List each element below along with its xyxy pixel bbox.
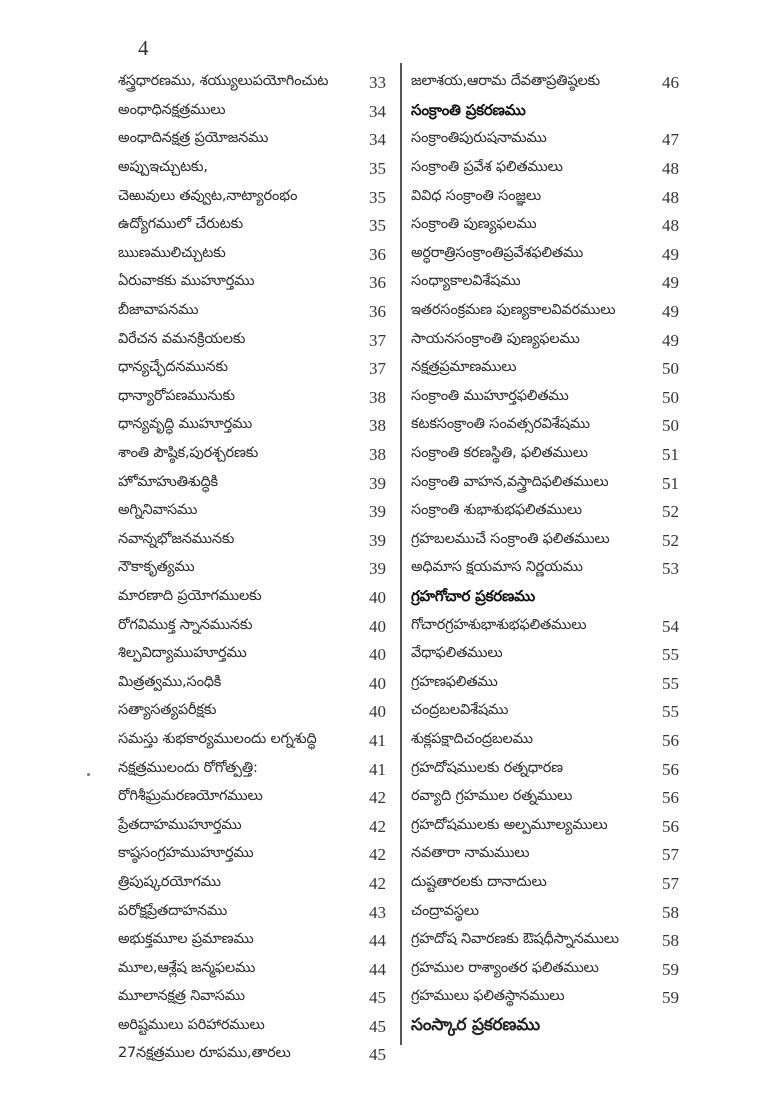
toc-entry	[118, 355, 386, 384]
toc-entry-title: ధాన్యవృద్ధి ముహూర్తము	[118, 416, 253, 433]
toc-entry-title: గోచారగ్రహశుభాశుభఫలితములు	[411, 616, 587, 633]
toc-entry-title: నక్షత్రములందు రోగోత్పత్తి:	[118, 759, 258, 776]
toc-entry-page-number: 39	[369, 530, 386, 550]
toc-entry-page-number: 35	[369, 187, 386, 207]
toc-entry	[411, 784, 679, 813]
toc-entry	[118, 469, 386, 498]
toc-entry	[118, 498, 386, 527]
toc-entry	[118, 1041, 386, 1070]
toc-entry-title: అధిమాస క్షయమాస నిర్ణయము	[411, 559, 583, 576]
toc-entry	[411, 669, 679, 698]
toc-entry-title: శస్త్రధారణము, శయ్యులుపయోగించుట	[118, 73, 329, 90]
toc-entry-page-number: 39	[369, 473, 386, 493]
toc-entry	[118, 984, 386, 1013]
toc-entry-page-number: 51	[662, 473, 679, 493]
toc-entry-page-number: 49	[662, 244, 679, 264]
toc-entry-page-number: 52	[662, 502, 679, 522]
section-heading	[411, 98, 679, 127]
toc-entry-title: అప్పుఇచ్చుటకు,	[118, 159, 208, 176]
toc-entry	[118, 269, 386, 298]
toc-entry-page-number: 44	[369, 931, 386, 951]
toc-entry-title: గ్రహములు ఫలితస్థానములు	[411, 988, 565, 1005]
toc-entry	[118, 412, 386, 441]
toc-entry-page-number: 56	[662, 816, 679, 836]
toc-entry-title: సంక్రాంతి ముహూర్తఫలితము	[411, 387, 569, 404]
toc-entry-title: చెఱువులు తవ్వుట,నాట్యారంభం	[118, 187, 298, 204]
toc-entry	[118, 98, 386, 127]
toc-entry-title: నక్షత్రప్రమాణములు	[411, 359, 517, 376]
toc-entry-page-number: 39	[369, 502, 386, 522]
toc-entry-page-number: 53	[662, 559, 679, 579]
toc-entry-page-number: 50	[662, 387, 679, 407]
toc-entry	[411, 612, 679, 641]
toc-entry-title: సమస్తు శుభకార్యములందు లగ్నశుద్ధి	[118, 730, 317, 747]
toc-entry-title: అంధాధినక్షత్రములు	[118, 101, 226, 118]
toc-entry-title: విరేచన వమనక్రియలకు	[118, 330, 246, 347]
toc-entry	[411, 555, 679, 584]
toc-entry-page-number: 42	[369, 845, 386, 865]
toc-entry	[118, 927, 386, 956]
toc-entry-page-number: 41	[369, 730, 386, 750]
toc-entry-title: రోగవిముక్త స్నానమునకు	[118, 616, 253, 633]
toc-entry-page-number: 50	[662, 359, 679, 379]
toc-entry-title: నవతారా నామములు	[411, 845, 530, 862]
toc-entry-title: మిత్రత్వము,సంధికి	[118, 673, 222, 690]
toc-entry-title: ఋణములిచ్చుటకు	[118, 244, 226, 261]
toc-entry-title: అరిష్టములు పరిహారములు	[118, 1016, 265, 1033]
toc-entry-page-number: 45	[369, 1016, 386, 1036]
toc-entry-page-number: 58	[662, 931, 679, 951]
toc-entry-title: రవ్యాది గ్రహముల రత్నములు	[411, 788, 573, 805]
toc-entry-title: మూలానక్షత్ర నివాసము	[118, 988, 245, 1005]
toc-left-column	[118, 69, 386, 1070]
toc-entry	[118, 755, 386, 784]
toc-entry-title: ఉద్యోగములో చేరుటకు	[118, 216, 243, 233]
toc-entry-title: మారణాది ప్రయోగములకు	[118, 587, 262, 604]
toc-entry-title: జలాశయ,ఆరామ దేవతాప్రతిష్ఠలకు	[411, 73, 600, 90]
toc-entry-title: అంధాదినక్షత్ర ప్రయోజనము	[118, 130, 269, 147]
toc-entry-page-number: 56	[662, 759, 679, 779]
toc-entry-page-number: 42	[369, 816, 386, 836]
toc-entry	[118, 898, 386, 927]
toc-entry-page-number: 45	[369, 988, 386, 1008]
toc-entry-title: పరోక్షప్రేతదాహనము	[118, 902, 228, 919]
toc-entry	[118, 698, 386, 727]
toc-entry-page-number: 48	[662, 159, 679, 179]
toc-entry-page-number: 37	[369, 359, 386, 379]
toc-entry-page-number: 58	[662, 902, 679, 922]
toc-entry-title: అభుక్తమూల ప్రమాణము	[118, 931, 254, 948]
toc-entry-title: ఏరువాకకు ముహూర్తము	[118, 273, 255, 290]
toc-entry-page-number: 49	[662, 273, 679, 293]
toc-entry-page-number: 33	[369, 73, 386, 93]
toc-entry-page-number: 54	[662, 616, 679, 636]
toc-entry-title: గ్రహదోషములకు రత్నధారణ	[411, 759, 563, 776]
toc-entry-title: శాంతి పౌష్ఠిక,పురశ్చరణకు	[118, 445, 259, 462]
toc-entry-title: ధాన్యారోపణమునుకు	[118, 387, 235, 404]
toc-entry-page-number: 36	[369, 273, 386, 293]
toc-entry-page-number: 34	[369, 130, 386, 150]
toc-entry-page-number: 44	[369, 959, 386, 979]
toc-entry-title: నౌకాకృత్యము	[118, 559, 195, 576]
toc-entry	[118, 527, 386, 556]
toc-entry	[118, 612, 386, 641]
toc-entry-title: సంక్రాంతి ప్రకరణము	[411, 100, 526, 119]
toc-entry-page-number: 36	[369, 244, 386, 264]
toc-entry	[411, 698, 679, 727]
toc-entry	[118, 812, 386, 841]
toc-entry-title: చంద్రావస్థలు	[411, 902, 479, 919]
toc-entry	[411, 183, 679, 212]
toc-entry-page-number: 40	[369, 587, 386, 607]
toc-entry-title: 27నక్షత్రముల రూపము,తారలు	[118, 1045, 291, 1062]
toc-entry-page-number: 56	[662, 730, 679, 750]
toc-entry-title: శుక్లపక్షాదిచంద్రబలము	[411, 730, 533, 747]
toc-entry-title: అర్ధరాత్రిసంక్రాంతిప్రవేశఫలితము	[411, 244, 584, 261]
toc-entry-page-number: 40	[369, 645, 386, 665]
toc-entry	[118, 841, 386, 870]
toc-entry-title: మూల,ఆశ్లేష జన్మఫలము	[118, 959, 256, 976]
toc-entry-title: రోగిశీఘ్రమరణయోగములు	[118, 788, 263, 805]
toc-entry	[118, 326, 386, 355]
toc-entry	[118, 727, 386, 756]
toc-entry	[411, 927, 679, 956]
toc-entry	[411, 155, 679, 184]
toc-entry	[411, 212, 679, 241]
toc-entry-title: సంస్కార ప్రకరణము	[411, 1014, 540, 1035]
toc-entry	[411, 641, 679, 670]
toc-entry	[411, 441, 679, 470]
toc-entry	[118, 870, 386, 899]
toc-entry-title: గ్రహబలముచే సంక్రాంతి ఫలితములు	[411, 530, 610, 547]
toc-entry	[411, 841, 679, 870]
toc-entry-page-number: 38	[369, 387, 386, 407]
toc-entry	[118, 126, 386, 155]
toc-entry-page-number: 35	[369, 159, 386, 179]
toc-entry-title: సంక్రాంతి పుణ్యఫలము	[411, 216, 537, 233]
toc-entry-page-number: 43	[369, 902, 386, 922]
toc-entry-title: చంద్రబలవిశేషము	[411, 702, 509, 719]
toc-entry-page-number: 37	[369, 330, 386, 350]
toc-entry-title: గ్రహదోషములకు అల్పమూల్యములు	[411, 816, 608, 833]
toc-entry-page-number: 55	[662, 645, 679, 665]
toc-entry-title: దుష్టతారలకు దానాదులు	[411, 873, 547, 890]
toc-entry-page-number: 56	[662, 788, 679, 808]
toc-entry-page-number: 57	[662, 873, 679, 893]
toc-entry-page-number: 51	[662, 445, 679, 465]
toc-entry	[411, 298, 679, 327]
toc-entry	[411, 955, 679, 984]
toc-entry	[411, 870, 679, 899]
toc-entry-page-number: 45	[369, 1045, 386, 1065]
toc-entry	[118, 441, 386, 470]
toc-entry-title: సంక్రాంతి ప్రవేశ ఫలితములు	[411, 159, 563, 176]
toc-entry	[411, 469, 679, 498]
toc-entry	[411, 727, 679, 756]
toc-entry	[411, 355, 679, 384]
toc-entry-page-number: 38	[369, 416, 386, 436]
toc-entry-page-number: 57	[662, 845, 679, 865]
toc-entry	[118, 212, 386, 241]
toc-entry-page-number: 42	[369, 873, 386, 893]
toc-entry	[411, 412, 679, 441]
section-heading	[411, 584, 679, 613]
toc-entry	[411, 269, 679, 298]
toc-entry-page-number: 40	[369, 616, 386, 636]
toc-entry-title: ప్రేతదాహముహూర్తము	[118, 816, 242, 833]
toc-entry-title: హోమాహుతిశుద్ధికి	[118, 473, 218, 490]
toc-entry-page-number: 42	[369, 788, 386, 808]
toc-entry	[411, 812, 679, 841]
toc-entry-page-number: 50	[662, 416, 679, 436]
toc-entry-title: కాష్ఠసంగ్రహముహూర్తము	[118, 845, 254, 862]
toc-entry-title: అగ్నినివాసము	[118, 502, 198, 519]
page-number: 4	[138, 36, 149, 60]
toc-entry-title: శిల్పవిద్యాముహూర్తము	[118, 645, 247, 662]
toc-entry-title: సాయనసంక్రాంతి పుణ్యఫలము	[411, 330, 580, 347]
toc-entry-title: త్రిపుష్కరయోగము	[118, 873, 221, 890]
toc-entry	[118, 298, 386, 327]
toc-entry	[411, 384, 679, 413]
toc-entry	[411, 126, 679, 155]
toc-entry-title: ఇతరసంక్రమణ పుణ్యకాలవివరములు	[411, 302, 616, 319]
toc-entry-title: గ్రహగోచార ప్రకరణము	[411, 586, 536, 605]
toc-entry-page-number: 52	[662, 530, 679, 550]
toc-entry-title: కటకసంక్రాంతి సంవత్సరవిశేషము	[411, 416, 590, 433]
toc-entry	[411, 898, 679, 927]
toc-entry	[118, 641, 386, 670]
toc-entry	[118, 384, 386, 413]
toc-entry-page-number: 40	[369, 673, 386, 693]
toc-entry-page-number: 39	[369, 559, 386, 579]
toc-entry-title: ధాన్యచ్ఛేదనమునకు	[118, 359, 228, 376]
toc-entry	[118, 555, 386, 584]
toc-entry-title: సంక్రాంతి కరణస్థితి, ఫలితములు	[411, 445, 588, 462]
toc-entry	[411, 326, 679, 355]
toc-entry	[118, 241, 386, 270]
toc-entry	[118, 1013, 386, 1042]
toc-entry-page-number: 49	[662, 330, 679, 350]
toc-entry-title: సత్యాసత్యపరీక్షకు	[118, 702, 217, 719]
toc-entry	[411, 755, 679, 784]
toc-entry-title: గ్రహముల రాశ్యాంతర ఫలితములు	[411, 959, 599, 976]
section-heading	[411, 1013, 679, 1042]
toc-entry-title: గ్రహణఫలితము	[411, 673, 498, 690]
toc-entry-title: వేధాఫలితములు	[411, 645, 503, 662]
toc-entry-page-number: 35	[369, 216, 386, 236]
toc-entry-title: బీజావాపనము	[118, 302, 199, 319]
toc-entry	[411, 984, 679, 1013]
toc-entry-page-number: 59	[662, 959, 679, 979]
toc-entry	[411, 527, 679, 556]
toc-entry-title: నవాన్నభోజనమునకు	[118, 530, 235, 547]
column-divider	[400, 63, 402, 1045]
toc-entry-page-number: 40	[369, 702, 386, 722]
toc-entry-page-number: 48	[662, 216, 679, 236]
toc-entry	[118, 955, 386, 984]
toc-entry-page-number: 49	[662, 302, 679, 322]
toc-right-column	[411, 69, 679, 1041]
toc-entry	[118, 155, 386, 184]
toc-entry-page-number: 36	[369, 302, 386, 322]
toc-entry	[118, 69, 386, 98]
toc-entry-title: సంధ్యాకాలవిశేషము	[411, 273, 521, 290]
toc-entry-page-number: 34	[369, 101, 386, 121]
toc-entry	[118, 784, 386, 813]
toc-entry	[118, 584, 386, 613]
toc-entry	[118, 183, 386, 212]
toc-entry-page-number: 55	[662, 702, 679, 722]
toc-entry	[118, 669, 386, 698]
toc-entry-title: సంక్రాంతి శుభాశుభఫలితములు	[411, 502, 582, 519]
toc-entry	[411, 69, 679, 98]
toc-entry-page-number: 46	[662, 73, 679, 93]
toc-entry-page-number: 47	[662, 130, 679, 150]
toc-entry	[411, 498, 679, 527]
toc-entry-page-number: 41	[369, 759, 386, 779]
toc-entry-page-number: 55	[662, 673, 679, 693]
toc-entry-page-number: 59	[662, 988, 679, 1008]
toc-entry-page-number: 48	[662, 187, 679, 207]
toc-entry-title: సంక్రాంతిపురుషనామము	[411, 130, 547, 147]
dust-speck	[87, 773, 90, 776]
toc-entry-title: గ్రహదోష నివారణకు ఔషధీస్నానములు	[411, 931, 619, 948]
toc-entry-title: వివిధ సంక్రాంతి సంజ్ఞలు	[411, 187, 541, 204]
toc-entry-title: సంక్రాంతి వాహన,వస్త్రాదిఫలితములు	[411, 473, 609, 490]
toc-entry-page-number: 38	[369, 445, 386, 465]
toc-entry	[411, 241, 679, 270]
